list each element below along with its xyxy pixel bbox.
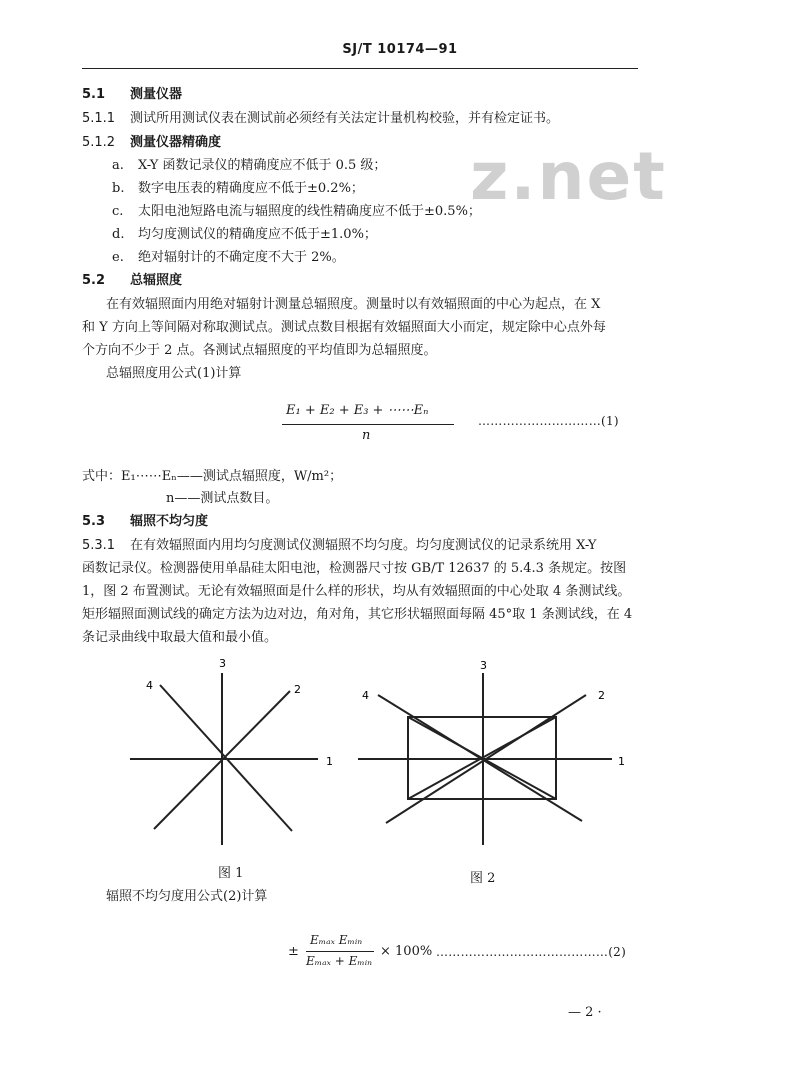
list-item: c. 太阳电池短路电流与辐照度的线性精确度应不低于±0.5%； (112, 204, 481, 219)
line-label-1: 1 (326, 755, 333, 768)
line-label-3: 3 (480, 659, 487, 672)
section-5-3-1: 5.3.1 在有效辐照面内用均匀度测试仪测辐照不均匀度。均匀度测试仪的记录系统用 X-Y (82, 538, 597, 553)
section-title: 测量仪器 (130, 87, 183, 102)
formula-1-fraction-bar (282, 424, 454, 425)
list-item: e. 绝对辐射计的不确定度不大于 2%。 (112, 250, 345, 265)
list-item: a. X-Y 函数记录仪的精确度应不低于 0.5 级； (112, 158, 387, 173)
section-5-1 (82, 86, 182, 104)
formula-2-leader: ……………………………………(2) (436, 945, 627, 959)
figure-2-caption: 图 2 (470, 871, 496, 886)
paragraph-line: 个方向不少于 2 点。各测试点辐照度的平均值即为总辐照度。 (82, 343, 437, 358)
paragraph-line: 1，图 2 布置测试。无论有效辐照面是什么样的形状，均从有效辐照面的中心处取 4 条测试线。 (82, 584, 631, 599)
section-5-2 (82, 272, 182, 290)
line-label-4: 4 (362, 689, 369, 702)
formula-2-intro: 辐照不均匀度用公式(2)计算 (106, 889, 268, 904)
line-label-2: 2 (294, 683, 301, 696)
formula-where-line: 式中：E₁⋯⋯Eₙ——测试点辐照度，W/m²； (82, 469, 343, 484)
section-number: 5.1 (82, 87, 106, 102)
section-number: 5.1.1 (82, 111, 116, 126)
list-item: d. 均匀度测试仪的精确度应不低于±1.0%； (112, 227, 377, 242)
section-title: 测量仪器精确度 (130, 135, 222, 150)
line-label-2: 2 (598, 689, 605, 702)
section-title: 辐照不均匀度 (130, 514, 209, 529)
paragraph-line: 函数记录仪。检测器使用单晶硅太阳电池，检测器尺寸按 GB/T 12637 的 5.4.3 条规定。按图 (82, 561, 627, 576)
section-5-1-2 (82, 134, 221, 152)
page-number: — 2 · (568, 1005, 602, 1020)
formula-2-denominator: Eₘₐₓ + Eₘᵢₙ (306, 954, 372, 968)
formula-1-numerator: E₁ + E₂ + E₃ + ⋯⋯Eₙ (286, 403, 429, 418)
paragraph-line: 和 Y 方向上等间隔对称取测试点。测试点数目根据有效辐照面大小而定，规定除中心点外每 (82, 320, 606, 335)
list-item: b. 数字电压表的精确度应不低于±0.2%； (112, 181, 364, 196)
formula-2-fraction-bar (306, 951, 374, 952)
section-number: 5.2 (82, 273, 106, 288)
watermark: z.net (470, 138, 667, 215)
section-title: 总辐照度 (130, 273, 183, 288)
section-5-1-1 (82, 110, 559, 128)
paragraph-line: 条记录曲线中取最大值和最小值。 (82, 630, 278, 645)
figure-1-diagram (120, 655, 350, 850)
section-number: 5.3 (82, 514, 106, 529)
formula-1-leader: …………………………(1) (478, 414, 619, 428)
standard-code: SJ/T 10174—91 (342, 42, 458, 57)
line-label-3: 3 (219, 657, 226, 670)
paragraph-line: 矩形辐照面测试线的确定方法为边对边，角对角，其它形状辐照面每隔 45°取 1 条测试线，在 4 (82, 607, 633, 622)
header-rule (82, 68, 638, 69)
formula-where-line: n——测试点数目。 (166, 491, 279, 506)
section-number: 5.3.1 (82, 538, 116, 553)
paragraph-text: 测试所用测试仪表在测试前必须经有关法定计量机构校验，并有检定证书。 (130, 111, 560, 126)
formula-1-denominator: n (362, 428, 371, 443)
line-label-4: 4 (146, 679, 153, 692)
section-5-3 (82, 513, 208, 531)
line-label-1: 1 (618, 755, 625, 768)
section-number: 5.1.2 (82, 135, 116, 150)
formula-2-suffix: × 100% (380, 944, 433, 959)
paragraph-line: 在有效辐照面内用绝对辐射计测量总辐照度。测量时以有效辐照面的中心为起点，在 X (106, 297, 601, 312)
formula-2-prefix: ± (288, 944, 299, 959)
formula-intro: 总辐照度用公式(1)计算 (106, 366, 242, 381)
formula-2-numerator: Eₘₐₓ Eₘᵢₙ (310, 933, 363, 947)
figure-1-caption: 图 1 (218, 866, 244, 881)
figure-2-diagram (350, 655, 640, 850)
